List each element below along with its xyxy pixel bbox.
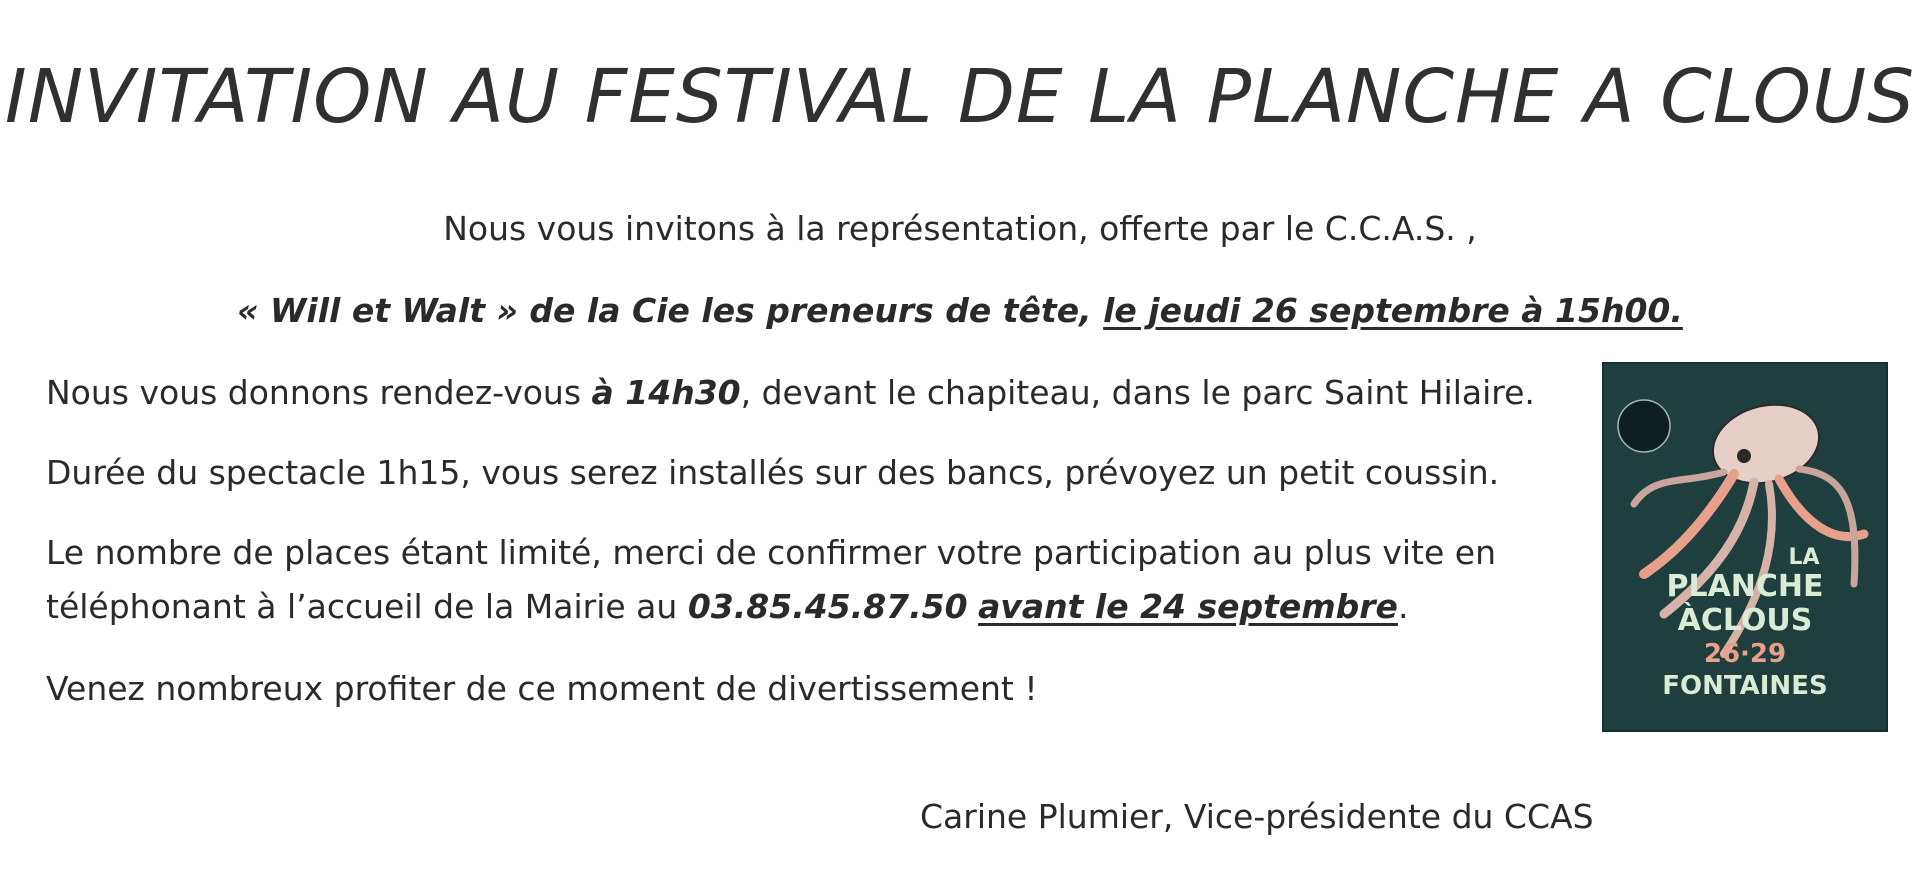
- show-line: [0, 292, 1920, 330]
- places-text-before: téléphonant à l’accueil de la Mairie au: [46, 587, 688, 626]
- signature: Carine Plumier, Vice-présidente du CCAS: [920, 797, 1594, 836]
- meeting-text-after: , devant le chapiteau, dans le parc Saint Hilaire.: [740, 373, 1535, 412]
- closing-line: Venez nombreux profiter de ce moment de divertissement !: [46, 669, 1038, 708]
- page-title: INVITATION AU FESTIVAL DE LA PLANCHE A CLOUS: [4, 54, 1916, 140]
- festival-poster: [1602, 362, 1888, 732]
- meeting-line: [46, 374, 1535, 412]
- poster-dates: 26·29: [1703, 639, 1787, 669]
- places-line-1: Le nombre de places étant limité, merci de confirmer votre participation au plus vite en: [46, 533, 1496, 572]
- duration-line: Durée du spectacle 1h15, vous serez installés sur des bancs, prévoyez un petit coussin.: [46, 453, 1500, 492]
- poster-line-2: PLANCHE: [1666, 569, 1824, 604]
- poster-line-1: LA: [1788, 545, 1820, 570]
- show-title: « Will et Walt » de la Cie les preneurs de tête,: [237, 291, 1104, 330]
- places-text-after: .: [1397, 587, 1409, 626]
- meeting-time: à 14h30: [591, 373, 741, 412]
- poster-line-3: ÀCLOUS: [1677, 603, 1813, 638]
- intro-line: Nous vous invitons à la représentation, offerte par le C.C.A.S. ,: [443, 209, 1477, 248]
- octopus-poster-image: [1604, 364, 1886, 730]
- places-line-2: [46, 588, 1408, 626]
- meeting-text-before: Nous vous donnons rendez-vous: [46, 373, 592, 412]
- show-date: le jeudi 26 septembre à 15h00.: [1103, 291, 1683, 330]
- phone-number: 03.85.45.87.50: [687, 587, 968, 626]
- poster-line-5: FONTAINES: [1662, 671, 1828, 701]
- deadline: avant le 24 septembre: [978, 587, 1398, 626]
